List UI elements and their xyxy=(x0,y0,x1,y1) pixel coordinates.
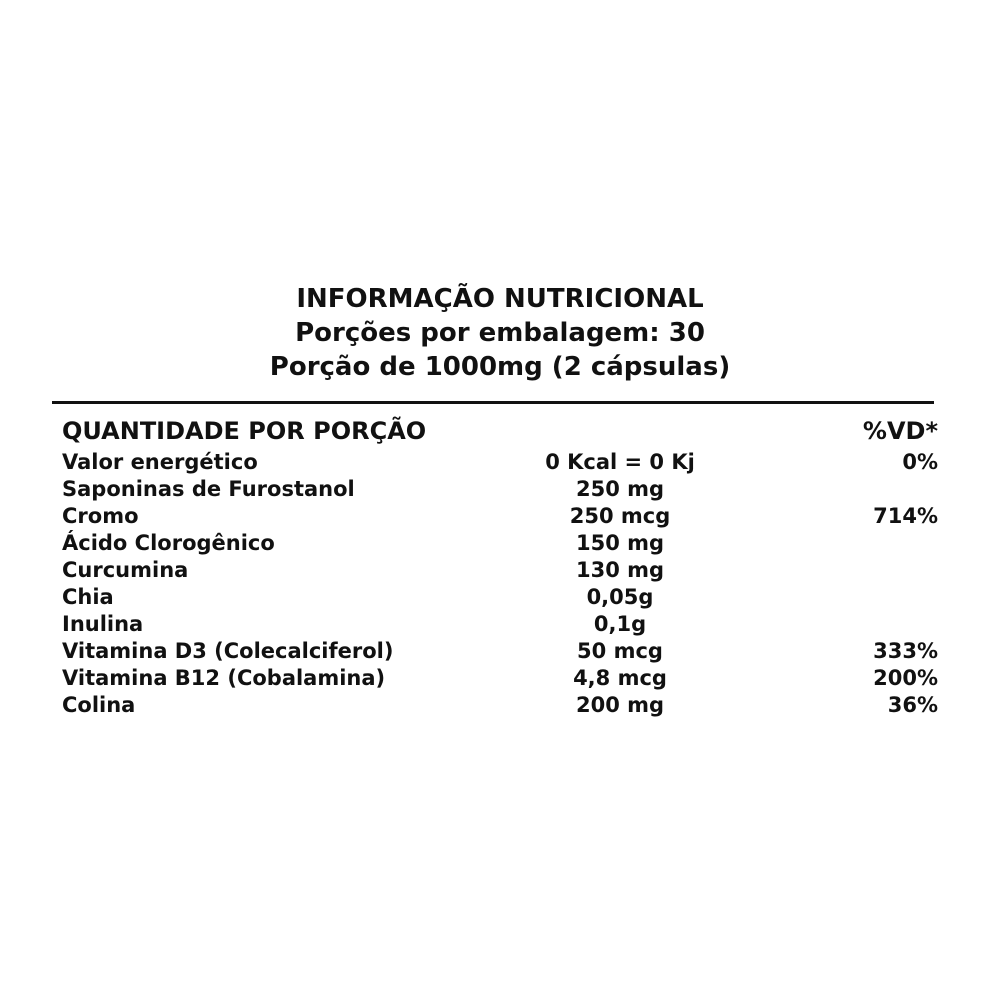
table-row xyxy=(0,665,1000,692)
nutrient-amount: 0,05g xyxy=(586,585,654,609)
nutrient-name: Ácido Clorogênico xyxy=(62,531,275,555)
nutrient-amount: 250 mcg xyxy=(569,504,671,528)
nutrient-name: Colina xyxy=(62,693,136,717)
nutrient-name: Saponinas de Furostanol xyxy=(62,477,355,501)
table-row xyxy=(0,530,1000,557)
nutrition-header xyxy=(0,282,1000,384)
column-header-vd: %VD* xyxy=(862,417,938,445)
table-row xyxy=(0,503,1000,530)
column-header-quantity: QUANTIDADE POR PORÇÃO xyxy=(62,417,427,445)
nutrient-amount: 0,1g xyxy=(593,612,647,636)
nutrient-name: Vitamina B12 (Cobalamina) xyxy=(62,666,386,690)
nutrient-amount: 4,8 mcg xyxy=(573,666,667,690)
nutrition-title: INFORMAÇÃO NUTRICIONAL xyxy=(296,284,704,314)
nutrient-vd: 714% xyxy=(873,504,938,528)
nutrient-name: Cromo xyxy=(62,504,139,528)
nutrient-name: Curcumina xyxy=(62,558,189,582)
header-divider xyxy=(52,401,934,404)
table-row xyxy=(0,449,1000,476)
table-row xyxy=(0,557,1000,584)
nutrient-vd: 200% xyxy=(873,666,938,690)
table-row xyxy=(0,584,1000,611)
table-row xyxy=(0,638,1000,665)
nutrient-amount: 130 mg xyxy=(575,558,665,582)
nutrient-vd: 36% xyxy=(887,693,938,717)
table-row xyxy=(0,476,1000,503)
nutrient-amount: 200 mg xyxy=(575,693,665,717)
nutrient-vd: 0% xyxy=(902,450,938,474)
nutrient-amount: 150 mg xyxy=(575,531,665,555)
nutrient-amount: 0 Kcal = 0 Kj xyxy=(545,450,695,474)
servings-per-package: Porções por embalagem: 30 xyxy=(295,318,705,348)
nutrient-name: Chia xyxy=(62,585,114,609)
nutrient-name: Valor energético xyxy=(62,450,258,474)
nutrient-amount: 50 mcg xyxy=(577,639,663,663)
nutrition-table xyxy=(0,449,1000,719)
nutrient-amount: 250 mg xyxy=(575,477,665,501)
nutrient-vd: 333% xyxy=(873,639,938,663)
nutrient-name: Vitamina D3 (Colecalciferol) xyxy=(62,639,394,663)
table-row xyxy=(0,611,1000,638)
table-row xyxy=(0,692,1000,719)
serving-size: Porção de 1000mg (2 cápsulas) xyxy=(269,352,731,382)
nutrient-name: Inulina xyxy=(62,612,144,636)
